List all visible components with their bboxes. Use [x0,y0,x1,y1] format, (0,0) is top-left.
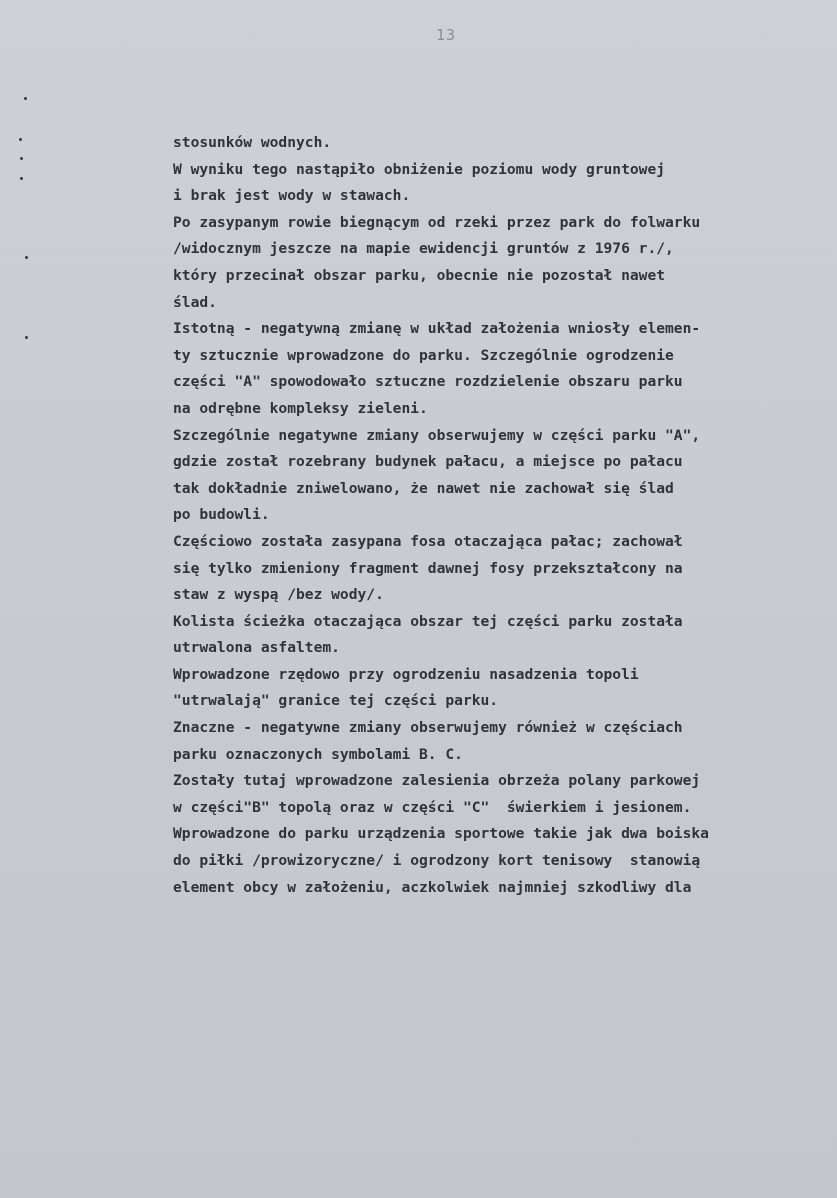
text-line: się tylko zmieniony fragment dawnej fosy przekształcony na [173,559,683,577]
text-line: Kolista ścieżka otaczająca obszar tej części parku została [173,612,683,630]
text-line: który przecinał obszar parku, obecnie nie pozostał nawet [173,266,666,284]
text-line: Wprowadzone do parku urządzenia sportowe takie jak dwa boiska [173,825,709,843]
text-line: parku oznaczonych symbolami B. C. [173,745,463,763]
text-line: w części"B" topolą oraz w części "C" świerkiem i jesionem. [173,798,692,816]
text-line: Istotną - negatywną zmianę w układ założenia wniosły elemen- [173,320,701,338]
text-line: Po zasypanym rowie biegnącym od rzeki przez park do folwarku [173,213,701,231]
margin-dot [20,157,23,160]
text-line: Wprowadzone rzędowo przy ogrodzeniu nasadzenia topoli [173,665,639,683]
text-line: i brak jest wody w stawach. [173,187,411,205]
text-line: Częściowo została zasypana fosa otaczająca pałac; zachował [173,532,683,550]
text-line: element obcy w założeniu, aczkolwiek najmniej szkodliwy dla [173,878,692,896]
body-text [173,130,825,901]
margin-dot [20,177,23,180]
text-line: Znaczne - negatywne zmiany obserwujemy również w częściach [173,719,683,737]
text-line: do piłki /prowizoryczne/ i ogrodzony kort tenisowy stanowią [173,852,701,870]
margin-dot [24,97,27,100]
text-line: /widocznym jeszcze na mapie ewidencji gruntów z 1976 r./, [173,240,674,258]
page-number: 13 [436,26,457,44]
margin-dot [25,336,28,339]
text-line: części "A" spowodowało sztuczne rozdzielenie obszaru parku [173,373,683,391]
text-line: utrwalona asfaltem. [173,639,340,657]
text-line: gdzie został rozebrany budynek pałacu, a miejsce po pałacu [173,453,683,471]
text-line: Zostały tutaj wprowadzone zalesienia obrzeża polany parkowej [173,772,701,790]
text-line: ślad. [173,293,217,311]
text-line: ty sztucznie wprowadzone do parku. Szczególnie ogrodzenie [173,346,674,364]
text-line: na odrębne kompleksy zieleni. [173,399,428,417]
text-line: Szczególnie negatywne zmiany obserwujemy w części parku "A", [173,426,701,444]
text-line: tak dokładnie zniwelowano, że nawet nie zachował się ślad [173,479,674,497]
margin-dot [25,256,28,259]
text-line: "utrwalają" granice tej części parku. [173,692,499,710]
text-line: W wyniku tego nastąpiło obniżenie poziomu wody gruntowej [173,160,666,178]
text-line: stosunków wodnych. [173,134,332,151]
margin-dot [19,138,22,141]
text-line: po budowli. [173,506,270,524]
text-line: staw z wyspą /bez wody/. [173,586,384,604]
